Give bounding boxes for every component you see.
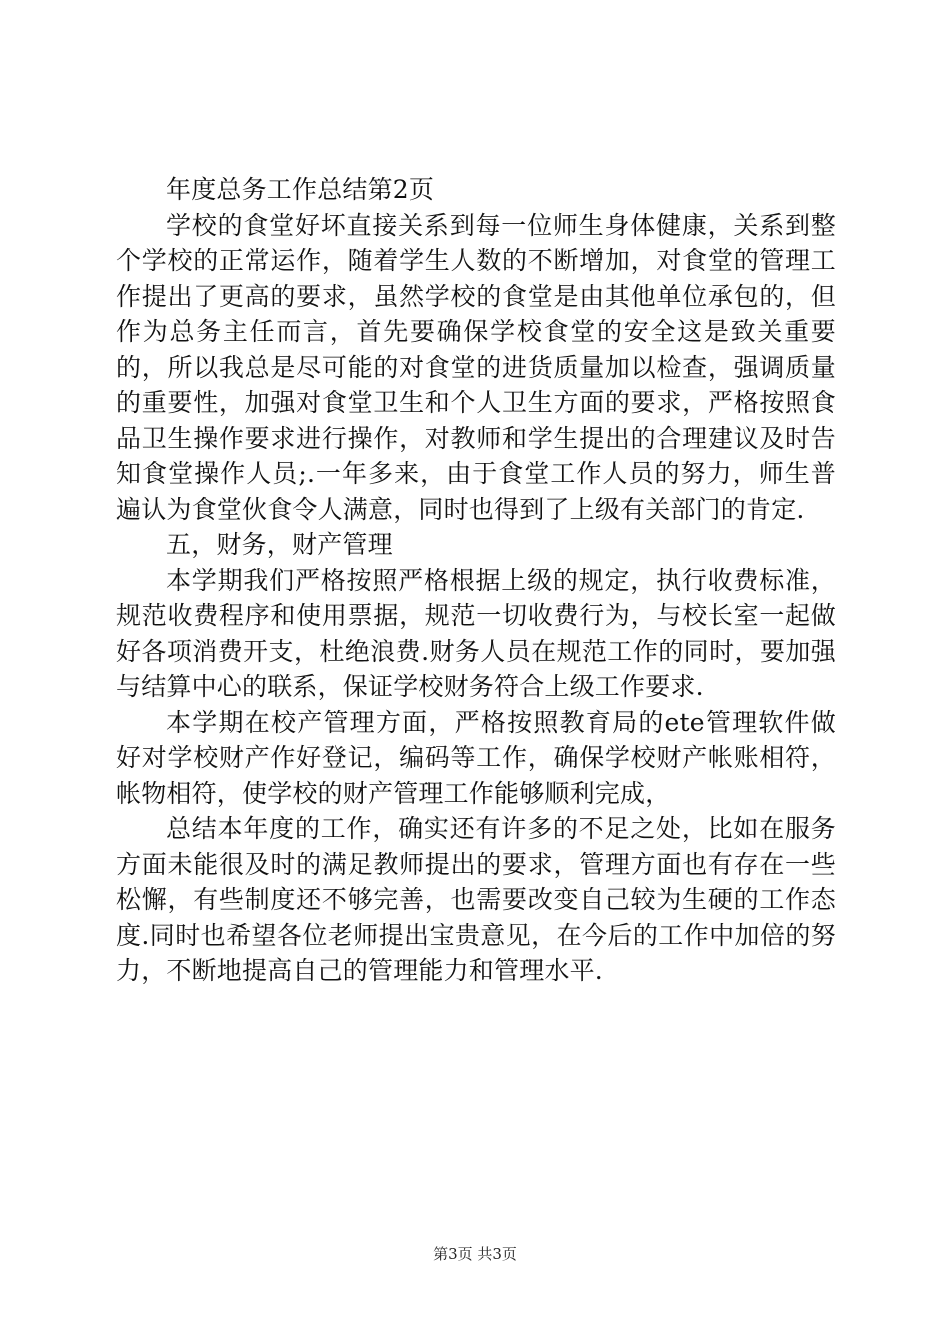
section-heading-finance: 五，财务，财产管理 xyxy=(166,530,393,559)
page-footer: 第3页 共3页 xyxy=(433,1245,517,1263)
paragraph-assets: 本学期在校产管理方面，严格按照教育局的ete管理软件做好对学校财产作好登记，编码等工作，确保学校财产帐账相符，帐物相符，使学校的财产管理工作能够顺利完成， xyxy=(116,707,836,808)
document-body xyxy=(116,172,836,989)
paragraph-finance: 本学期我们严格按照严格根据上级的规定，执行收费标准，规范收费程序和使用票据，规范一切收费行为，与校长室一起做好各项消费开支，杜绝浪费.财务人员在规范工作的同时，要加强与结算中心的联系，保证学校财务符合上级工作要求. xyxy=(116,565,836,701)
paragraph-canteen: 学校的食堂好坏直接关系到每一位师生身体健康，关系到整个学校的正常运作，随着学生人数的不断增加，对食堂的管理工作提出了更高的要求，虽然学校的食堂是由其他单位承包的，但作为总务主任而言，首先要确保学校食堂的安全这是致关重要的，所以我总是尽可能的对食堂的进货质量加以检查，强调质量的重要性，加强对食堂卫生和个人卫生方面的要求，严格按照食品卫生操作要求进行操作，对教师和学生提出的合理建议及时告知食堂操作人员;.一年多来，由于食堂工作人员的努力，师生普遍认为食堂伙食令人满意，同时也得到了上级有关部门的肯定. xyxy=(116,210,836,524)
paragraph-summary: 总结本年度的工作，确实还有许多的不足之处，比如在服务方面未能很及时的满足教师提出的要求，管理方面也有存在一些松懈，有些制度还不够完善，也需要改变自己较为生硬的工作态度.同时也希望各位老师提出宝贵意见，在今后的工作中加倍的努力，不断地提高自己的管理能力和管理水平. xyxy=(116,814,836,985)
paragraph-heading-page-ref: 年度总务工作总结第2页 xyxy=(166,175,435,204)
